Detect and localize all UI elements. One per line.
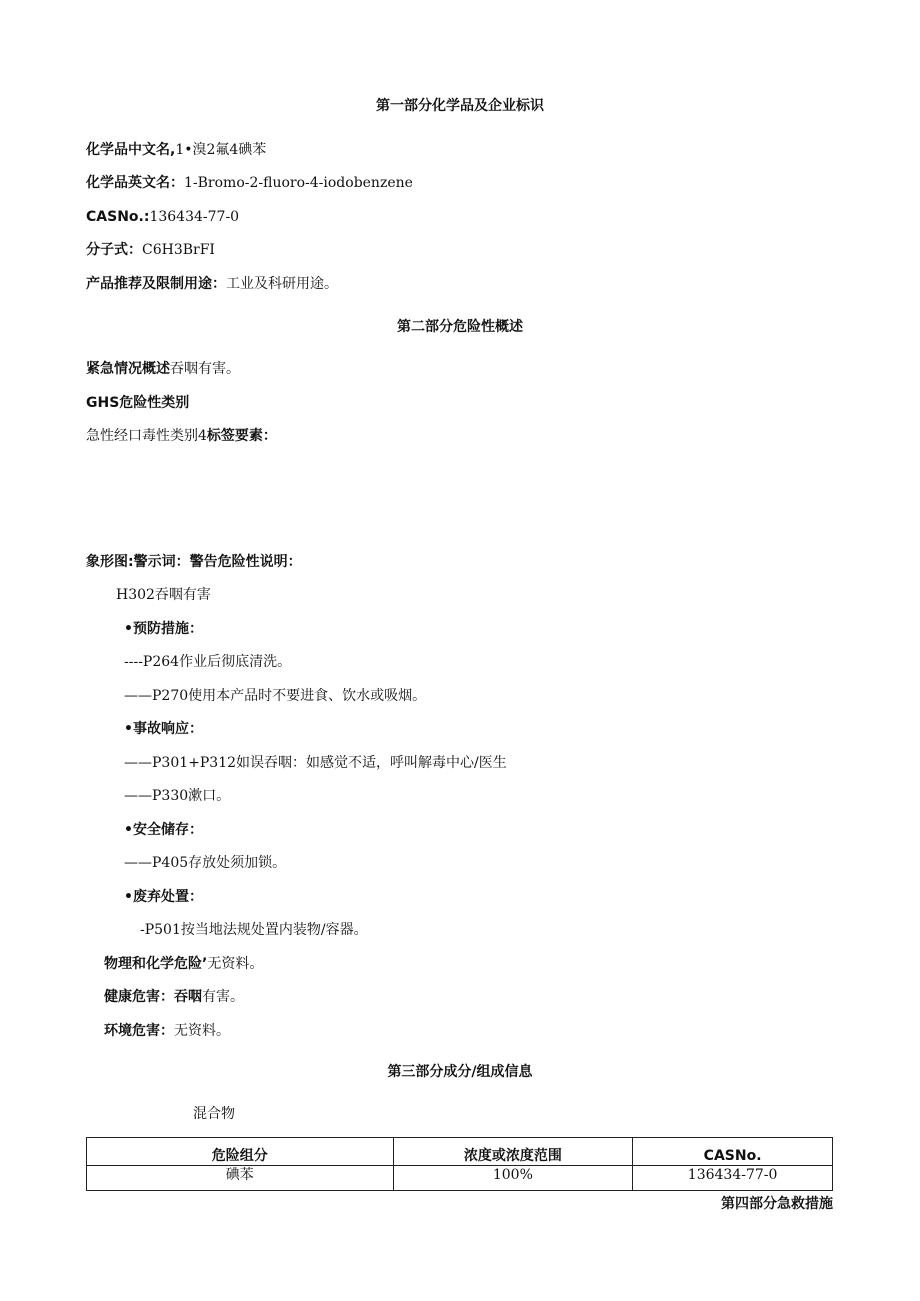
mixture-label: 混合物 xyxy=(193,1106,235,1122)
ghs-category-value: 急性经口毒性类别4 xyxy=(86,428,207,444)
pictogram-line: 象形图:警示词：警告危险性说明： xyxy=(86,554,302,570)
en-name-value: 1-Bromo-2-fluoro-4-iodobenzene xyxy=(184,175,413,191)
section1-title: 第一部分化学品及企业标识 xyxy=(376,98,544,114)
ghs-label: GHS危险性类别 xyxy=(86,395,190,411)
physchem-label: 物理和化学危险’ xyxy=(104,956,208,972)
usage-row xyxy=(86,275,338,293)
health-value: 有害。 xyxy=(202,989,244,1005)
label-elements: 标签要素： xyxy=(206,428,277,444)
cell-concentration: 100% xyxy=(393,1166,633,1191)
en-name-row xyxy=(86,174,413,192)
header-cas: CASNo. xyxy=(633,1138,833,1166)
header-component: 危险组分 xyxy=(87,1138,394,1166)
h302-statement: H302吞咽有害 xyxy=(116,587,211,603)
cas-value: 136434-77-0 xyxy=(149,209,240,225)
section3-title: 第三部分成分/组成信息 xyxy=(387,1064,533,1080)
usage-label: 产品推荐及限制用途： xyxy=(86,276,226,292)
env-row xyxy=(104,1022,230,1040)
emergency-label: 紧急情况概述 xyxy=(86,361,170,377)
emergency-value: 吞咽有害。 xyxy=(170,361,240,377)
table-header-row xyxy=(87,1138,833,1166)
response-label: •事故响应： xyxy=(124,721,203,737)
prevention-label: •预防措施： xyxy=(124,621,203,637)
physchem-row xyxy=(104,955,263,973)
env-value: 无资料。 xyxy=(174,1023,230,1039)
cn-name-label: 化学品中文名, xyxy=(86,142,176,158)
emergency-row xyxy=(86,360,240,378)
en-name-label: 化学品英文名： xyxy=(86,175,184,191)
section4-title: 第四部分急救措施 xyxy=(721,1196,833,1212)
cell-component: 碘苯 xyxy=(87,1166,394,1191)
cas-row xyxy=(86,208,239,226)
cn-name-value: 1•溴2氟4碘苯 xyxy=(175,142,267,158)
table-row xyxy=(87,1166,833,1191)
p270-statement: ——P270使用本产品时不要进食、饮水或吸烟。 xyxy=(124,688,427,704)
ghs-category-row xyxy=(86,427,277,445)
formula-value: C6H3BrFI xyxy=(142,242,215,258)
p264-statement: ----P264作业后彻底清洗。 xyxy=(124,654,292,670)
usage-value: 工业及科研用途。 xyxy=(226,276,338,292)
cell-cas: 136434-77-0 xyxy=(633,1166,833,1191)
p501-statement: -P501按当地法规处置内装物/容器。 xyxy=(140,922,368,938)
health-row xyxy=(104,988,244,1006)
physchem-value: 无资料。 xyxy=(207,956,264,972)
cn-name-row xyxy=(86,141,266,159)
p301-statement: ——P301+P312如误吞咽：如感觉不适，呼叫解毒中心/医生 xyxy=(124,755,507,771)
formula-row xyxy=(86,241,215,259)
header-concentration: 浓度或浓度范围 xyxy=(393,1138,633,1166)
composition-table xyxy=(86,1137,833,1191)
p330-statement: ——P330漱口。 xyxy=(124,788,231,804)
section2-title: 第二部分危险性概述 xyxy=(397,319,523,335)
health-label: 健康危害：吞咽 xyxy=(104,989,202,1005)
disposal-label: •废弃处置： xyxy=(124,889,203,905)
env-label: 环境危害： xyxy=(104,1023,174,1039)
formula-label: 分子式： xyxy=(86,242,142,258)
cas-label: CASNo.: xyxy=(86,209,150,225)
p405-statement: ——P405存放处须加锁。 xyxy=(124,855,287,871)
storage-label: •安全储存： xyxy=(124,822,203,838)
